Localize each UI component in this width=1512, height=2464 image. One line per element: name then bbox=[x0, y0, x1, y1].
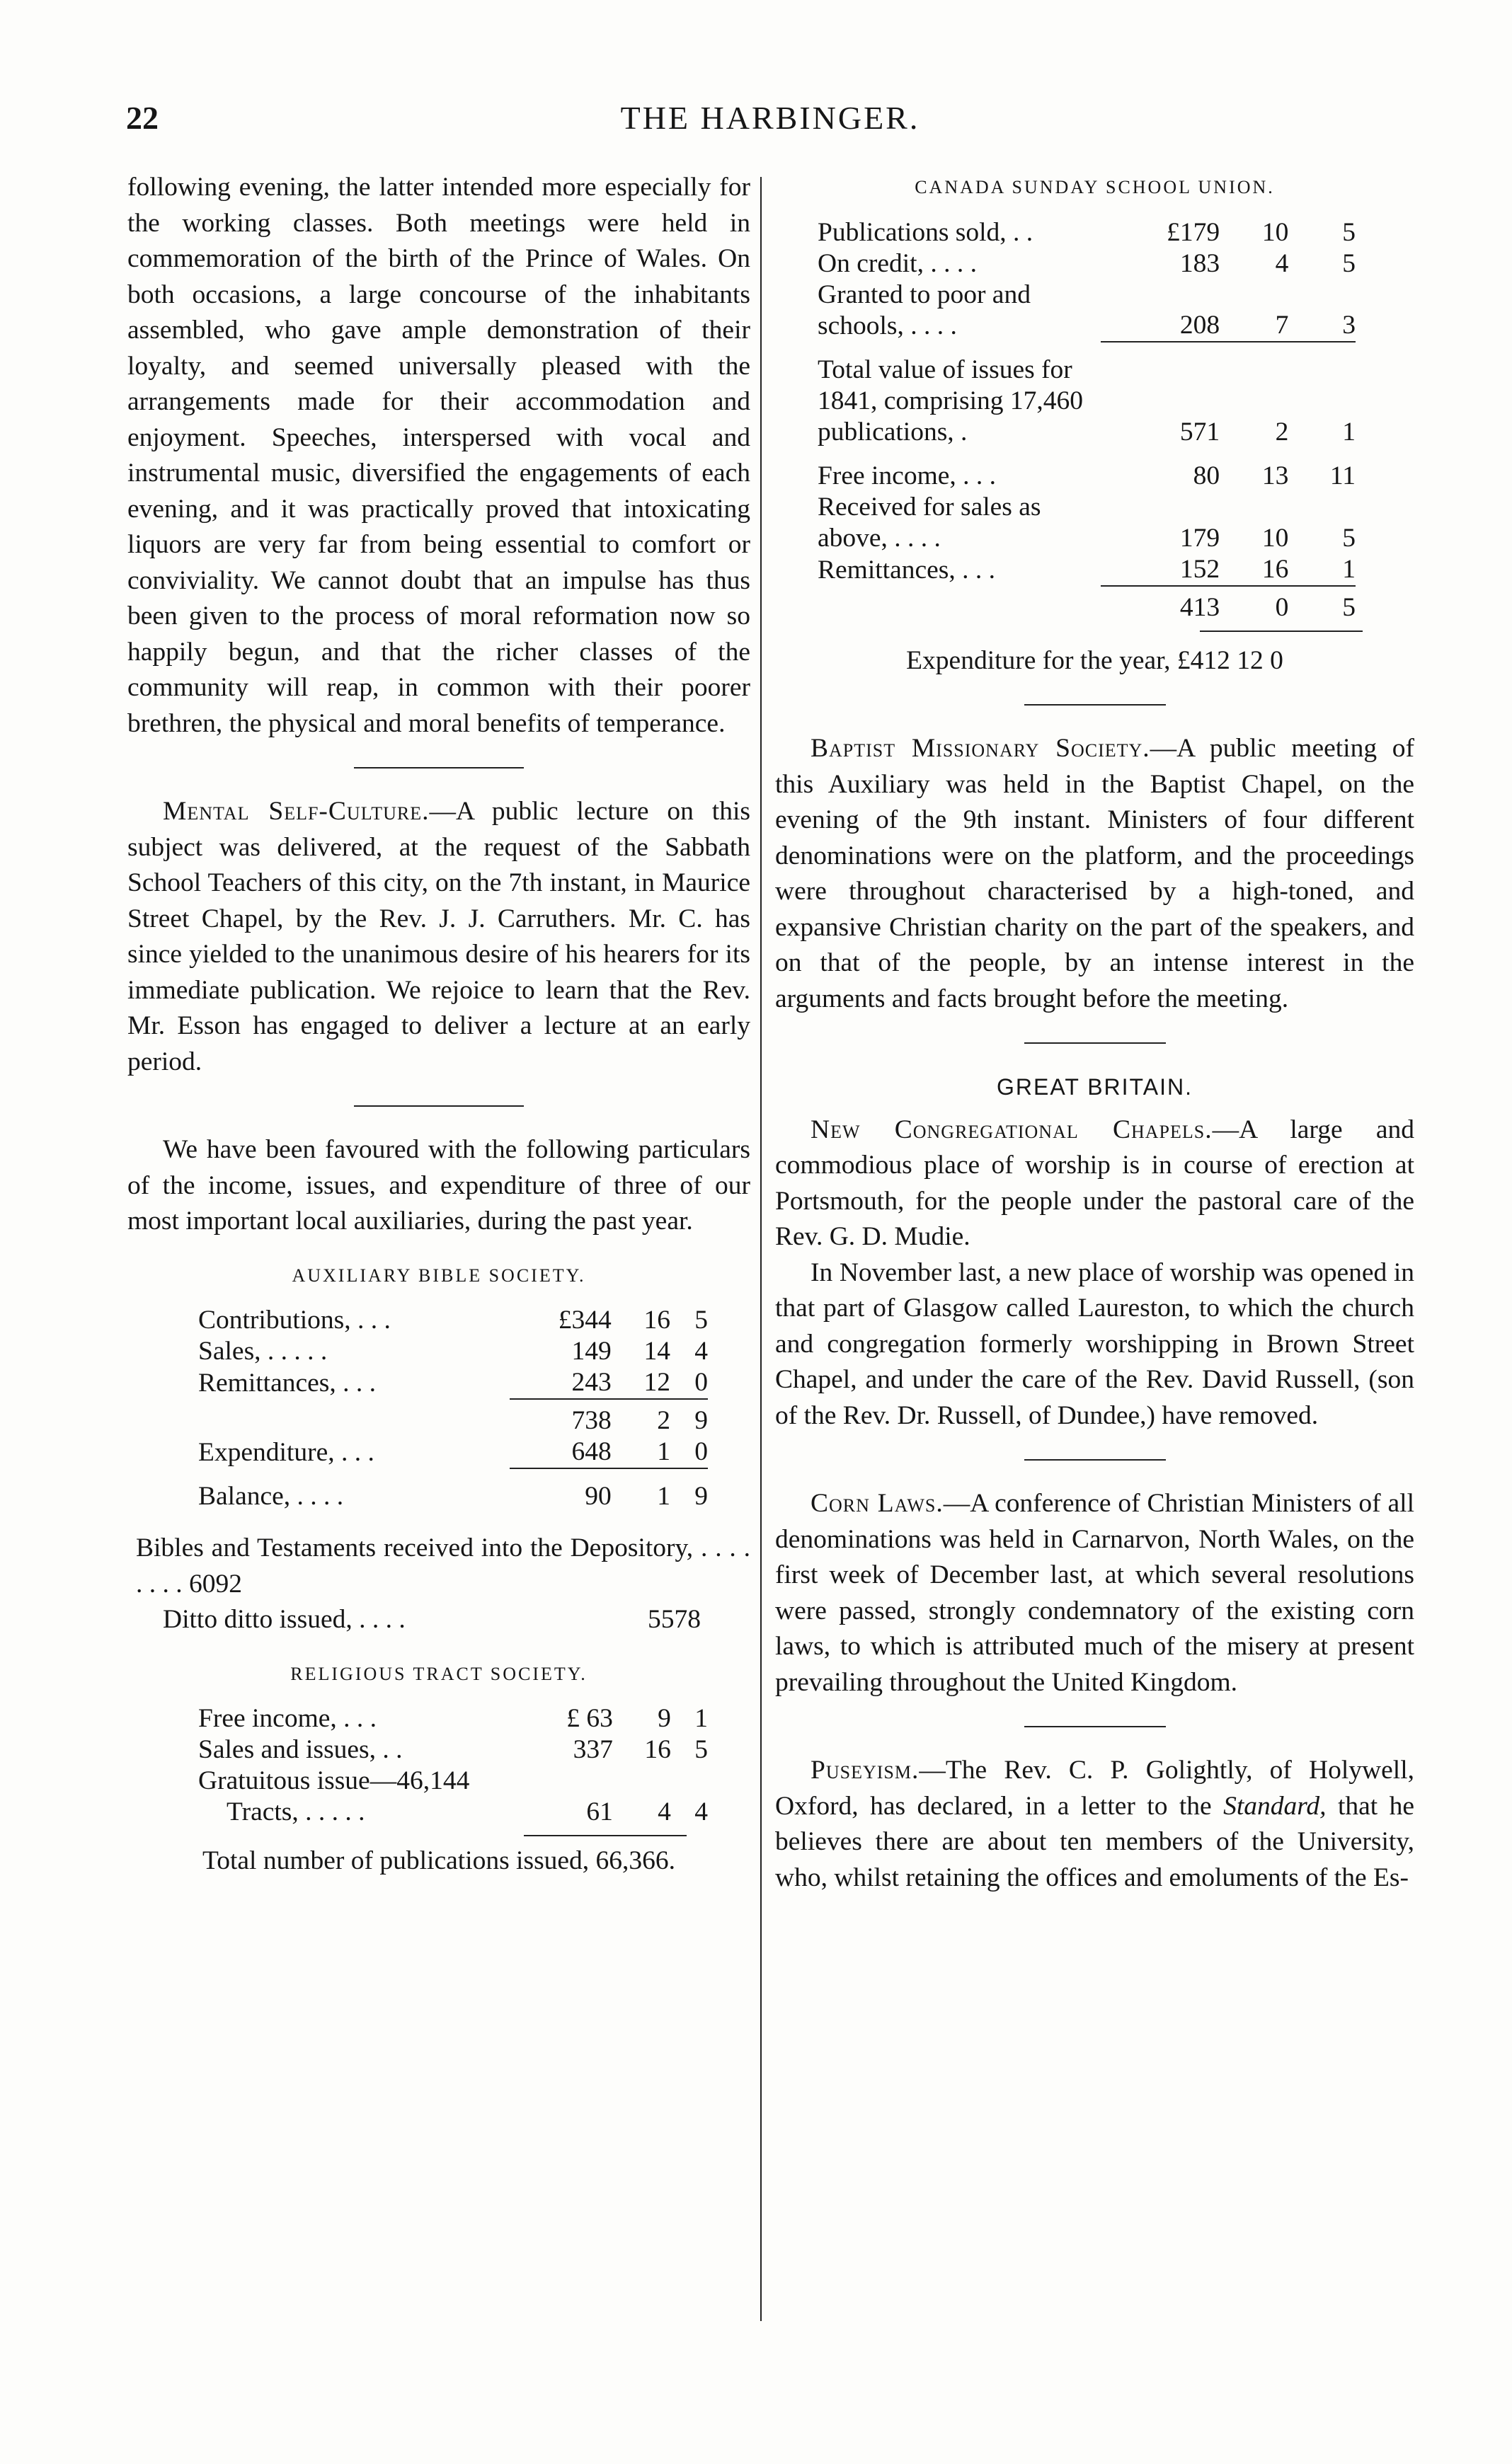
table-total-row: 738 2 9 bbox=[198, 1399, 708, 1437]
corn-laws-paragraph bbox=[775, 1486, 1414, 1700]
table-row: Publications sold, . . £179 10 5 bbox=[818, 217, 1356, 247]
section-rule bbox=[1024, 1042, 1166, 1044]
chapels-paragraph bbox=[775, 1112, 1414, 1255]
table-row: Granted to poor and schools, . . . . 208 7 3 bbox=[818, 280, 1356, 340]
running-title: THE HARBINGER. bbox=[620, 100, 920, 136]
mental-culture-heading: Mental Self-Culture. bbox=[163, 797, 430, 826]
tract-society-title: RELIGIOUS TRACT SOCIETY. bbox=[290, 1663, 588, 1684]
page-number: 22 bbox=[126, 100, 159, 136]
table-row: Received for sales as above, . . . . 179 10 5 bbox=[818, 492, 1356, 553]
mental-culture-paragraph bbox=[127, 794, 750, 1080]
bible-society-title: AUXILIARY BIBLE SOCIETY. bbox=[292, 1265, 586, 1286]
table-row: Remittances, . . . 243 12 0 bbox=[198, 1368, 708, 1398]
puseyism-text-1: —The Rev. C. P. Golightly, of Holywell, Oxford, has declared, in a letter to the bbox=[775, 1756, 1414, 1821]
bibles-received-value: 6092 bbox=[189, 1569, 242, 1599]
chapels-heading: New Congregational Chapels. bbox=[811, 1115, 1213, 1144]
right-column bbox=[775, 170, 1414, 1896]
table-row: Gratuitous issue—46,144 bbox=[198, 1766, 470, 1795]
table-row: Total value of issues for 1841, comprising 17,460 publications, . 571 2 1 bbox=[818, 342, 1356, 448]
column-divider bbox=[760, 177, 762, 2321]
canada-expenditure: Expenditure for the year, £412 12 0 bbox=[906, 645, 1283, 675]
table-row: Free income, . . . £ 63 9 1 bbox=[198, 1704, 708, 1733]
temperance-paragraph: following evening, the latter intended more especially for the working classes. Both meetings were held in commemoration of the birth of the Prince of Wales. On both occasions, a large concourse of the inhabitants assembled, who gave ample demonstration of their loyalty, and seemed universally pleased with the arrangements made for their accommodation and enjoyment. Speeches, interspersed with vocal and instrumental music, diversified the engagements of each evening, and it was practically proved that intoxicating liquors are very far from being essential to comfort or conviviality. We cannot doubt that an impulse has thus been given to the process of moral reformation now so happily begun, and that the richer classes of the community will reap, in common with their poorer brethren, the physical and moral benefits of temperance. bbox=[127, 173, 750, 738]
total-publications: Total number of publications issued, 66,366. bbox=[202, 1846, 676, 1875]
canada-union-table bbox=[818, 217, 1356, 623]
standard-newspaper: Standard, bbox=[1223, 1791, 1327, 1821]
table-row: Expenditure, . . . 648 1 0 bbox=[198, 1437, 708, 1467]
glasgow-paragraph: In November last, a new place of worship was opened in that part of Glasgow called Laureston, to which the church and congregation formerly worshipping in Brown Street Chapel, and under the care of the Rev. David Russell, (son of the Rev. Dr. Russell, of Dundee,) have removed. bbox=[775, 1257, 1414, 1430]
left-column bbox=[127, 170, 750, 1879]
table-row: Sales, . . . . . 149 14 4 bbox=[198, 1337, 708, 1366]
puseyism-heading: Puseyism. bbox=[811, 1756, 920, 1785]
bibles-received-label: Bibles and Testaments received into the Depository, . . . . . . . . bbox=[136, 1533, 750, 1599]
corn-laws-text: —A conference of Christian Ministers of all denominations was held in Carnarvon, North Wales, on the first week of December last, at which several resolutions were passed, strongly condemnatory of the existing corn laws, to which is attributed much of the misery at present prevailing throughout the United Kingdom. bbox=[775, 1489, 1414, 1697]
chapels-text: —A large and commodious place of worship is in course of erection at Portsmouth, for the people under the pastoral care of the Rev. G. D. Mudie. bbox=[775, 1115, 1414, 1251]
page-header bbox=[126, 99, 1414, 149]
table-rule bbox=[1200, 631, 1363, 632]
table-row: On credit, . . . . 183 4 5 bbox=[818, 248, 1356, 278]
table-row: Free income, . . . 80 13 11 bbox=[818, 461, 1356, 490]
mental-culture-text: —A public lecture on this subject was delivered, at the request of the Sabbath School Teachers of this city, on the 7th instant, in Maurice Street Chapel, by the Rev. J. J. Carruthers. Mr. C. has since yielded to the unanimous desire of his hearers for its immediate publication. We rejoice to learn that the Rev. Mr. Esson has engaged to deliver a lecture at an early period. bbox=[127, 797, 750, 1076]
section-rule bbox=[354, 767, 524, 768]
table-row: Sales and issues, . . 337 16 5 bbox=[198, 1735, 708, 1764]
baptist-text: —A public meeting of this Auxiliary was held in the Baptist Chapel, on the evening of the 9th instant. Ministers of four different denominations were on the platform, and the proceedings were throughout characterised by a high-toned, and expansive Christian charity on the part of the speakers, and on that of the people, by an intense interest in the arguments and facts brought before the meeting. bbox=[775, 734, 1414, 1013]
table-row: Contributions, . . . £344 16 5 bbox=[198, 1306, 708, 1335]
table-row: Remittances, . . . 152 16 1 bbox=[818, 554, 1356, 585]
section-rule bbox=[1024, 1459, 1166, 1461]
bibles-issued-value: 5578 bbox=[648, 1605, 701, 1634]
canada-union-title: CANADA SUNDAY SCHOOL UNION. bbox=[915, 177, 1275, 197]
tract-society-table bbox=[198, 1703, 708, 1828]
puseyism-paragraph bbox=[775, 1753, 1414, 1896]
baptist-heading: Baptist Missionary Society. bbox=[811, 734, 1150, 763]
section-rule bbox=[1024, 1726, 1166, 1727]
table-rule bbox=[524, 1835, 687, 1836]
bible-distribution bbox=[127, 1531, 750, 1638]
auxiliaries-intro: We have been favoured with the following particulars of the income, issues, and expenditure of three of our most important local auxiliaries, during the past year. bbox=[127, 1135, 750, 1236]
bible-society-table bbox=[198, 1305, 708, 1512]
puseyism-text-2: that he believes there are about ten members of the University, who, whilst retaining the offices and emoluments of the Es- bbox=[775, 1791, 1414, 1892]
section-rule bbox=[354, 1105, 524, 1107]
table-total-row: 413 0 5 bbox=[818, 586, 1356, 623]
bibles-issued-label: Ditto ditto issued, . . . . bbox=[163, 1605, 406, 1634]
baptist-paragraph bbox=[775, 731, 1414, 1017]
table-row: Tracts, . . . . . 61 4 4 bbox=[227, 1797, 708, 1826]
corn-laws-heading: Corn Laws. bbox=[811, 1489, 944, 1518]
great-britain-heading: GREAT BRITAIN. bbox=[997, 1074, 1193, 1100]
section-rule bbox=[1024, 704, 1166, 706]
table-balance-row: Balance, . . . . 90 1 9 bbox=[198, 1468, 708, 1512]
